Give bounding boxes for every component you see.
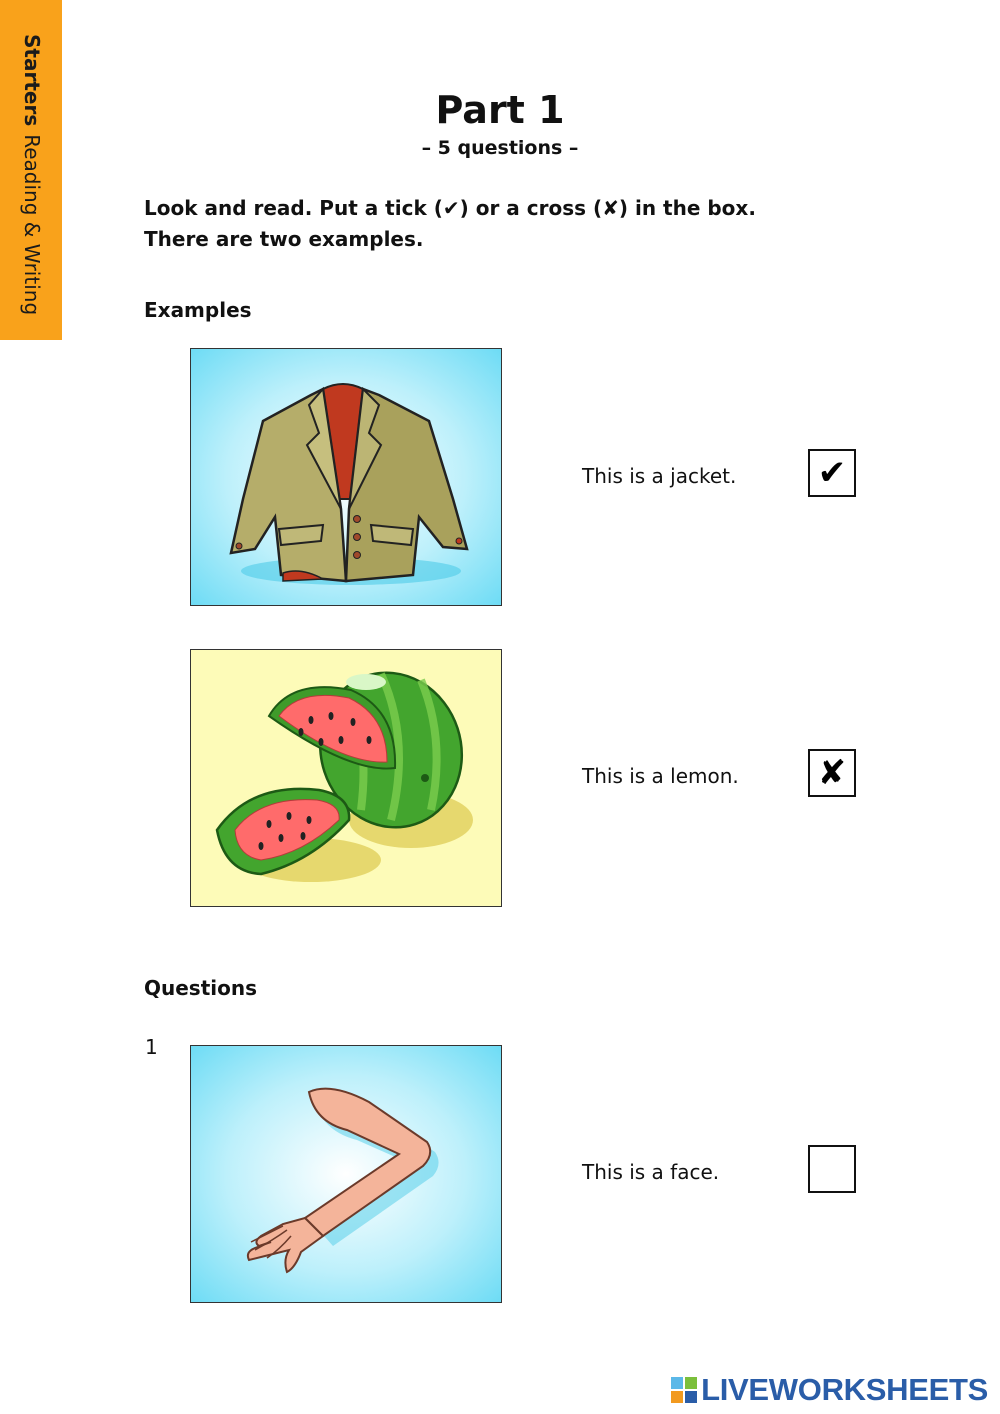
liveworksheets-brand <box>671 1370 988 1410</box>
question-1-answer-box[interactable] <box>808 1145 856 1193</box>
level-label: Starters <box>20 34 44 127</box>
example-1-sentence: This is a jacket. <box>582 464 737 488</box>
watermelon-picture <box>190 649 502 907</box>
brand-name: LIVEWORKSHEETS <box>701 1372 988 1407</box>
jacket-illustration <box>191 349 501 605</box>
instruction-line-1: Look and read. Put a tick (✔) or a cross (✘) in the box. <box>144 196 756 220</box>
example-2-sentence: This is a lemon. <box>582 764 739 788</box>
arm-picture <box>190 1045 502 1303</box>
instruction-line-2: There are two examples. <box>144 227 424 251</box>
side-tab <box>0 0 62 340</box>
side-tab-label <box>20 34 44 315</box>
paper-label: Reading & Writing <box>20 134 44 316</box>
question-1-number: 1 <box>145 1035 158 1059</box>
question-1-sentence: This is a face. <box>582 1160 720 1184</box>
liveworksheets-logo-icon <box>671 1377 697 1403</box>
examples-heading: Examples <box>144 298 252 322</box>
example-1-answer-box: ✔ <box>808 449 856 497</box>
questions-heading: Questions <box>144 976 258 1000</box>
example-2-answer-box: ✘ <box>808 749 856 797</box>
watermelon-illustration <box>191 650 501 906</box>
page-title: Part 1 <box>435 88 565 132</box>
jacket-picture <box>190 348 502 606</box>
page-subtitle: – 5 questions – <box>421 137 579 159</box>
arm-illustration <box>191 1046 501 1302</box>
